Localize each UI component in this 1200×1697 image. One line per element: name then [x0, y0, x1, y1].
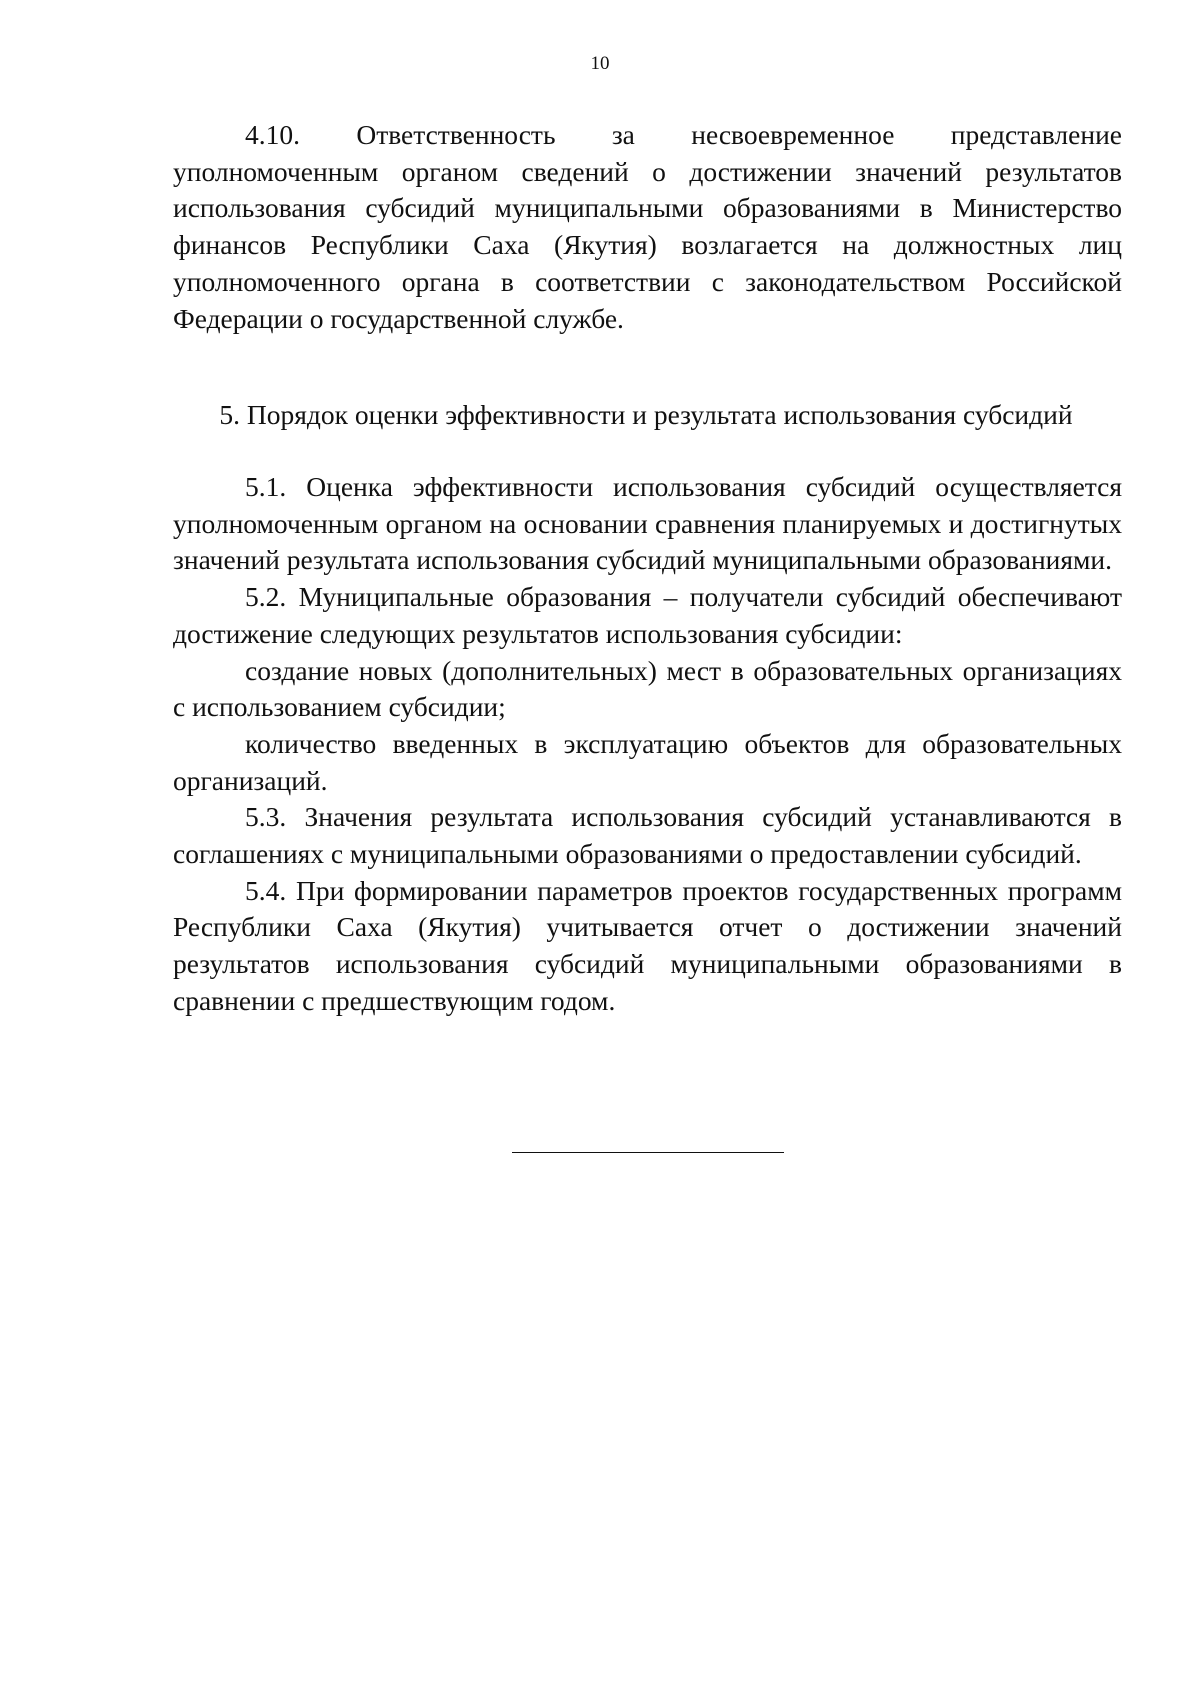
paragraph-4-10: 4.10. Ответственность за несвоевременное представление уполномоченным органом сведений о достижении значений результатов использования субсидий муниципальными образованиями в Министерство финансов Республики Саха (Якутия) возлагается на должностных лиц уполномоченного органа в соответствии с законодательством Российской Федерации о государственной службе.: [173, 119, 1122, 334]
end-of-document-rule: [512, 1152, 784, 1153]
paragraph-5-2: 5.2. Муниципальные образования – получатели субсидий обеспечивают достижение следующих результатов использования субсидии:: [173, 581, 1122, 649]
list-item-commissioned-objects: количество введенных в эксплуатацию объектов для образовательных организаций.: [173, 727, 1122, 796]
section-4-body: [173, 117, 1122, 337]
paragraph-5-4: 5.4. При формировании параметров проектов государственных программ Республики Саха (Якутия) учитывается отчет о достижении значений результатов использования субсидий муниципальными образованиями в сравнении с предшествующим годом.: [173, 874, 1122, 1016]
paragraph-5-3: 5.3. Значения результата использования субсидий устанавливаются в соглашениях с муниципальными образованиями о предоставлении субсидий.: [173, 801, 1122, 870]
paragraph-5-1: 5.1. Оценка эффективности использования субсидий осуществляется уполномоченным органом на основании сравнения планируемых и достигнутых значений результата использования субсидий муниципальными образованиями.: [173, 471, 1122, 576]
list-item-new-places: создание новых (дополнительных) мест в образовательных организациях с использованием субсидии;: [173, 654, 1122, 723]
page-number: 10: [590, 53, 610, 74]
section-5-heading: 5. Порядок оценки эффективности и результата использования субсидий: [219, 399, 1073, 430]
section-5-body: [173, 469, 1122, 1020]
